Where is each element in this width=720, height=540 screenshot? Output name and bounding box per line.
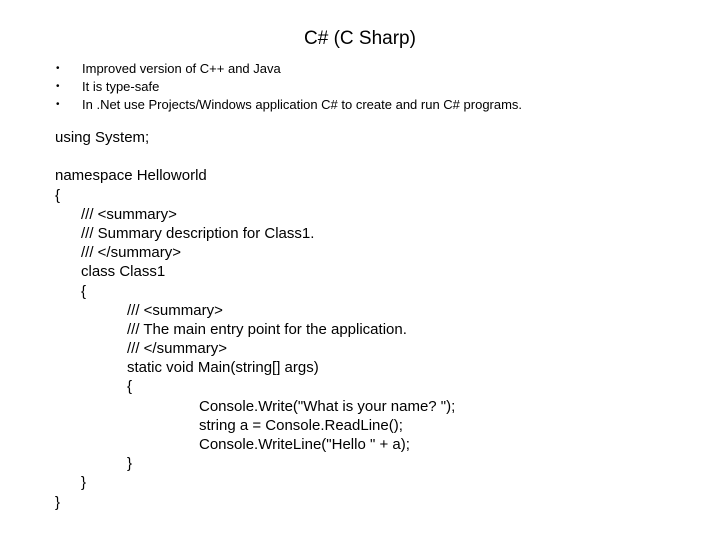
code-line: { [81,282,87,300]
code-line: } [55,493,61,511]
code-line: class Class1 [81,263,166,281]
code-line: /// </summary> [127,340,228,358]
code-line: { [127,378,133,396]
code-line: namespace Helloworld [55,167,207,185]
bullet-item [55,60,522,78]
code-line: /// The main entry point for the application. [127,320,407,338]
code-line: string a = Console.ReadLine(); [199,416,403,434]
bullet-list [55,60,522,114]
code-line: /// <summary> [127,301,223,319]
slide-title: C# (C Sharp) [304,28,416,49]
bullet-text: In .Net use Projects/Windows application C# to create and run C# programs. [82,97,523,112]
code-line: static void Main(string[] args) [127,359,319,377]
code-line: Console.WriteLine("Hello " + a); [199,436,410,453]
bullet-text: It is type-safe [82,79,160,94]
code-line: /// </summary> [81,244,182,262]
code-line: /// Summary description for Class1. [81,224,315,242]
code-line: } [81,474,87,492]
bullet-icon: • [56,99,60,110]
code-line: /// <summary> [81,205,177,223]
bullet-icon: • [56,63,60,74]
code-line: Console.Write("What is your name? "); [199,397,456,415]
code-block [55,128,455,512]
bullet-item [55,96,522,114]
bullet-item [55,78,522,96]
code-line: { [55,186,61,204]
bullet-icon: • [56,81,60,92]
code-line: } [127,455,133,473]
code-line-blank [55,147,455,166]
code-line: using System; [55,129,150,146]
bullet-text: Improved version of C++ and Java [82,61,281,76]
